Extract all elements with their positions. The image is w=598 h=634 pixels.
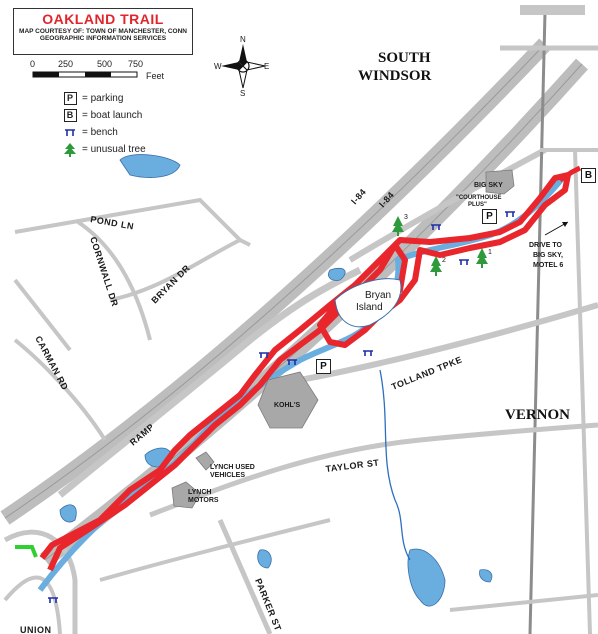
legend-row-boat-launch — [62, 107, 146, 124]
scale-tick-500: 500 — [97, 59, 113, 69]
legend-row-parking — [62, 90, 146, 107]
taylor-st-label: TAYLOR ST — [325, 457, 380, 474]
scale-bar — [33, 72, 137, 77]
lynch-motors-label-line2: MOTORS — [188, 497, 219, 504]
drive-label-line3: MOTEL 6 — [533, 262, 564, 269]
compass-east-label: E — [264, 62, 270, 71]
green-trail-spur — [15, 547, 36, 557]
bench-icon — [64, 129, 76, 137]
tree-icon — [64, 143, 76, 157]
tree-icon — [476, 248, 488, 268]
legend-row-tree — [62, 141, 146, 158]
boat-launch-icon: B — [64, 109, 77, 122]
scale-unit: Feet — [146, 71, 165, 81]
parking-marker-main: P — [316, 359, 331, 374]
pond-ln-label: POND LN — [89, 214, 135, 232]
compass-west-label: W — [214, 62, 222, 71]
bryan-island-label-line2: Island — [356, 302, 383, 313]
ramp-label: RAMP — [127, 421, 157, 448]
kohls-label: KOHL'S — [274, 402, 301, 409]
i84-label-lower: I-84 — [377, 189, 397, 210]
tree-number-2: 2 — [442, 257, 446, 264]
tree-number-3: 3 — [404, 214, 408, 221]
bench-icon — [363, 351, 373, 356]
drive-label-line1: DRIVE TO — [529, 242, 562, 249]
compass-north-label: N — [240, 35, 246, 44]
lynch-used-label-line2: VEHICLES — [210, 472, 246, 479]
scale-tick-250: 250 — [58, 59, 74, 69]
map-title: OAKLAND TRAIL — [42, 11, 164, 27]
compass-rose-icon — [221, 44, 265, 88]
map-title-box — [13, 8, 193, 55]
tolland-tpke-label: TOLLAND TPKE — [390, 354, 464, 392]
tree-number-1: 1 — [488, 249, 492, 256]
scale-tick-0: 0 — [30, 59, 36, 69]
legend-bench-label: = bench — [82, 127, 118, 138]
bench-icon — [459, 260, 469, 265]
legend-parking-label: = parking — [82, 93, 124, 104]
tree-icon — [430, 256, 442, 276]
bryan-dr-label: BRYAN DR — [149, 262, 193, 306]
courthouse-label-line2: PLUS" — [468, 202, 487, 208]
legend-row-bench — [62, 124, 146, 141]
bench-icon — [48, 598, 58, 603]
legend-boat-launch-label: = boat launch — [82, 110, 143, 121]
map-credit: MAP COURTESY OF: TOWN OF MANCHESTER, CONN GEOGRAPHIC INFORMATION SERVICES — [19, 28, 187, 42]
courthouse-label-line1: "COURTHOUSE — [456, 195, 502, 201]
town-vernon: VERNON — [505, 407, 571, 423]
oakland-trail — [42, 175, 571, 570]
parker-st-label: PARKER ST — [253, 577, 284, 633]
scale-tick-750: 750 — [128, 59, 144, 69]
map-legend — [62, 90, 146, 158]
carman-rd-label: CARMAN RD — [33, 334, 71, 392]
bryan-island-label-line1: Bryan — [365, 290, 392, 301]
parking-icon: P — [64, 92, 77, 105]
compass-south-label: S — [240, 89, 246, 98]
town-south-windsor-line2: WINDSOR — [358, 68, 432, 84]
i84-label-upper: I-84 — [349, 186, 369, 207]
residential-streets — [15, 200, 250, 440]
big-sky-label: BIG SKY — [474, 182, 503, 189]
lynch-used-label-line1: LYNCH USED — [210, 464, 255, 471]
bench-icon — [505, 212, 515, 217]
brook — [380, 370, 410, 560]
bench-icon — [259, 353, 269, 358]
union-label: UNION — [20, 625, 52, 634]
lynch-motors-label-line1: LYNCH — [188, 489, 212, 496]
boat-launch-marker: B — [581, 168, 596, 183]
legend-tree-label: = unusual tree — [82, 144, 146, 155]
town-south-windsor-line1: SOUTH — [378, 50, 431, 66]
parking-marker-big-sky: P — [482, 209, 497, 224]
drive-label-line2: BIG SKY, — [533, 252, 563, 259]
cornwall-dr-label: CORNWALL DR — [88, 235, 121, 308]
